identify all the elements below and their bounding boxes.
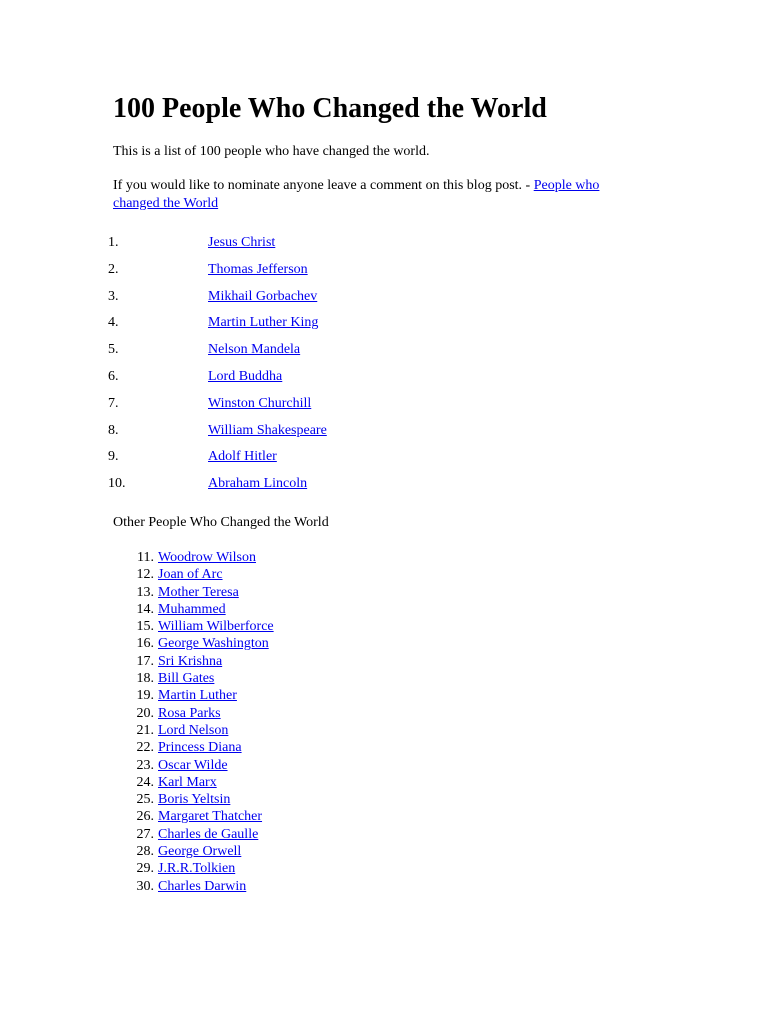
person-link[interactable]: Margaret Thatcher bbox=[158, 809, 263, 825]
person-link[interactable]: Charles Darwin bbox=[158, 878, 247, 894]
person-link[interactable]: George Washington bbox=[158, 636, 269, 652]
person-link[interactable]: Adolf Hitler bbox=[208, 449, 277, 465]
list-item-number: 3. bbox=[108, 288, 119, 304]
list-item-number: 23. bbox=[136, 757, 154, 773]
list-item bbox=[120, 670, 274, 687]
list-item bbox=[120, 584, 274, 601]
list-item-number: 19. bbox=[136, 688, 154, 704]
list-item bbox=[120, 705, 274, 722]
person-link[interactable]: Karl Marx bbox=[158, 774, 217, 790]
list-item-number: 29. bbox=[136, 861, 154, 877]
person-link[interactable]: Jesus Christ bbox=[208, 235, 276, 250]
person-link[interactable]: Lord Nelson bbox=[158, 722, 229, 738]
person-link[interactable]: J.R.R.Tolkien bbox=[158, 861, 236, 877]
person-link[interactable]: William Shakespeare bbox=[208, 422, 327, 438]
list-item-number: 15. bbox=[136, 619, 154, 635]
person-link[interactable]: Mother Teresa bbox=[158, 584, 239, 600]
list-item-number: 27. bbox=[136, 826, 154, 842]
list-item-number: 22. bbox=[136, 740, 154, 756]
list-item-number: 9. bbox=[108, 449, 119, 465]
person-link[interactable]: Lord Buddha bbox=[208, 368, 283, 384]
person-link[interactable]: Rosa Parks bbox=[158, 705, 221, 721]
list-item bbox=[120, 601, 274, 618]
list-item bbox=[120, 791, 274, 808]
person-link[interactable]: Winston Churchill bbox=[208, 395, 312, 411]
person-link[interactable]: Boris Yeltsin bbox=[158, 792, 231, 808]
person-link[interactable]: Princess Diana bbox=[158, 740, 242, 756]
list-item bbox=[120, 653, 274, 670]
list-item bbox=[120, 757, 274, 774]
person-link[interactable]: Thomas Jefferson bbox=[208, 261, 308, 277]
other-people-list bbox=[120, 549, 274, 895]
list-item bbox=[120, 739, 274, 756]
list-item-number: 30. bbox=[136, 878, 154, 894]
list-item-number: 12. bbox=[136, 567, 154, 583]
person-link[interactable]: Charles de Gaulle bbox=[158, 826, 259, 842]
list-item-number: 21. bbox=[136, 722, 154, 738]
list-item-number: 6. bbox=[108, 368, 119, 384]
list-item-number: 10. bbox=[108, 476, 126, 492]
list-item bbox=[120, 549, 274, 566]
list-item-number: 25. bbox=[136, 792, 154, 808]
list-item bbox=[120, 808, 274, 825]
person-link[interactable]: Nelson Mandela bbox=[208, 342, 301, 358]
list-item-number: 16. bbox=[136, 636, 154, 652]
list-item-number: 5. bbox=[108, 342, 119, 358]
other-people-heading: Other People Who Changed the World bbox=[113, 515, 329, 530]
list-item bbox=[120, 843, 274, 860]
person-link[interactable]: Martin Luther King bbox=[208, 315, 319, 331]
person-link[interactable]: Mikhail Gorbachev bbox=[208, 288, 318, 304]
list-item bbox=[120, 722, 274, 739]
list-item-number: 24. bbox=[136, 774, 154, 790]
nominate-text: If you would like to nominate anyone leave a comment on this blog post. - bbox=[113, 178, 534, 193]
list-item-number: 18. bbox=[136, 671, 154, 687]
person-link[interactable]: Sri Krishna bbox=[158, 653, 223, 669]
list-item bbox=[120, 635, 274, 652]
list-item-number: 20. bbox=[136, 705, 154, 721]
nominate-paragraph bbox=[113, 177, 643, 213]
list-item-number: 11. bbox=[137, 550, 154, 565]
person-link[interactable]: Oscar Wilde bbox=[158, 757, 228, 773]
list-item bbox=[120, 566, 274, 583]
person-link[interactable]: Muhammed bbox=[158, 601, 226, 617]
list-item-number: 8. bbox=[108, 422, 119, 438]
person-link[interactable]: Abraham Lincoln bbox=[208, 476, 308, 492]
list-item bbox=[120, 860, 274, 877]
list-item bbox=[120, 826, 274, 843]
person-link[interactable]: Joan of Arc bbox=[158, 567, 223, 583]
list-item-number: 14. bbox=[136, 601, 154, 617]
person-link[interactable]: Martin Luther bbox=[158, 688, 237, 704]
list-item-number: 28. bbox=[136, 844, 154, 860]
person-link[interactable]: William Wilberforce bbox=[158, 619, 274, 635]
list-item-number: 4. bbox=[108, 315, 119, 331]
list-item bbox=[120, 878, 274, 895]
list-item bbox=[120, 774, 274, 791]
list-item-number: 7. bbox=[108, 395, 119, 411]
list-item-number: 26. bbox=[136, 809, 154, 825]
list-item bbox=[120, 618, 274, 635]
person-link[interactable]: Bill Gates bbox=[158, 671, 215, 687]
list-item bbox=[120, 687, 274, 704]
intro-paragraph: This is a list of 100 people who have changed the world. bbox=[113, 144, 430, 159]
person-link[interactable]: George Orwell bbox=[158, 844, 242, 860]
list-item-number: 1. bbox=[108, 235, 119, 250]
person-link[interactable]: Woodrow Wilson bbox=[158, 550, 256, 565]
list-item-number: 13. bbox=[136, 584, 154, 600]
list-item-number: 17. bbox=[136, 653, 154, 669]
list-item-number: 2. bbox=[108, 261, 119, 277]
page-title: 100 People Who Changed the World bbox=[113, 93, 547, 124]
blog-post-link[interactable]: People who changed the World bbox=[113, 178, 600, 211]
